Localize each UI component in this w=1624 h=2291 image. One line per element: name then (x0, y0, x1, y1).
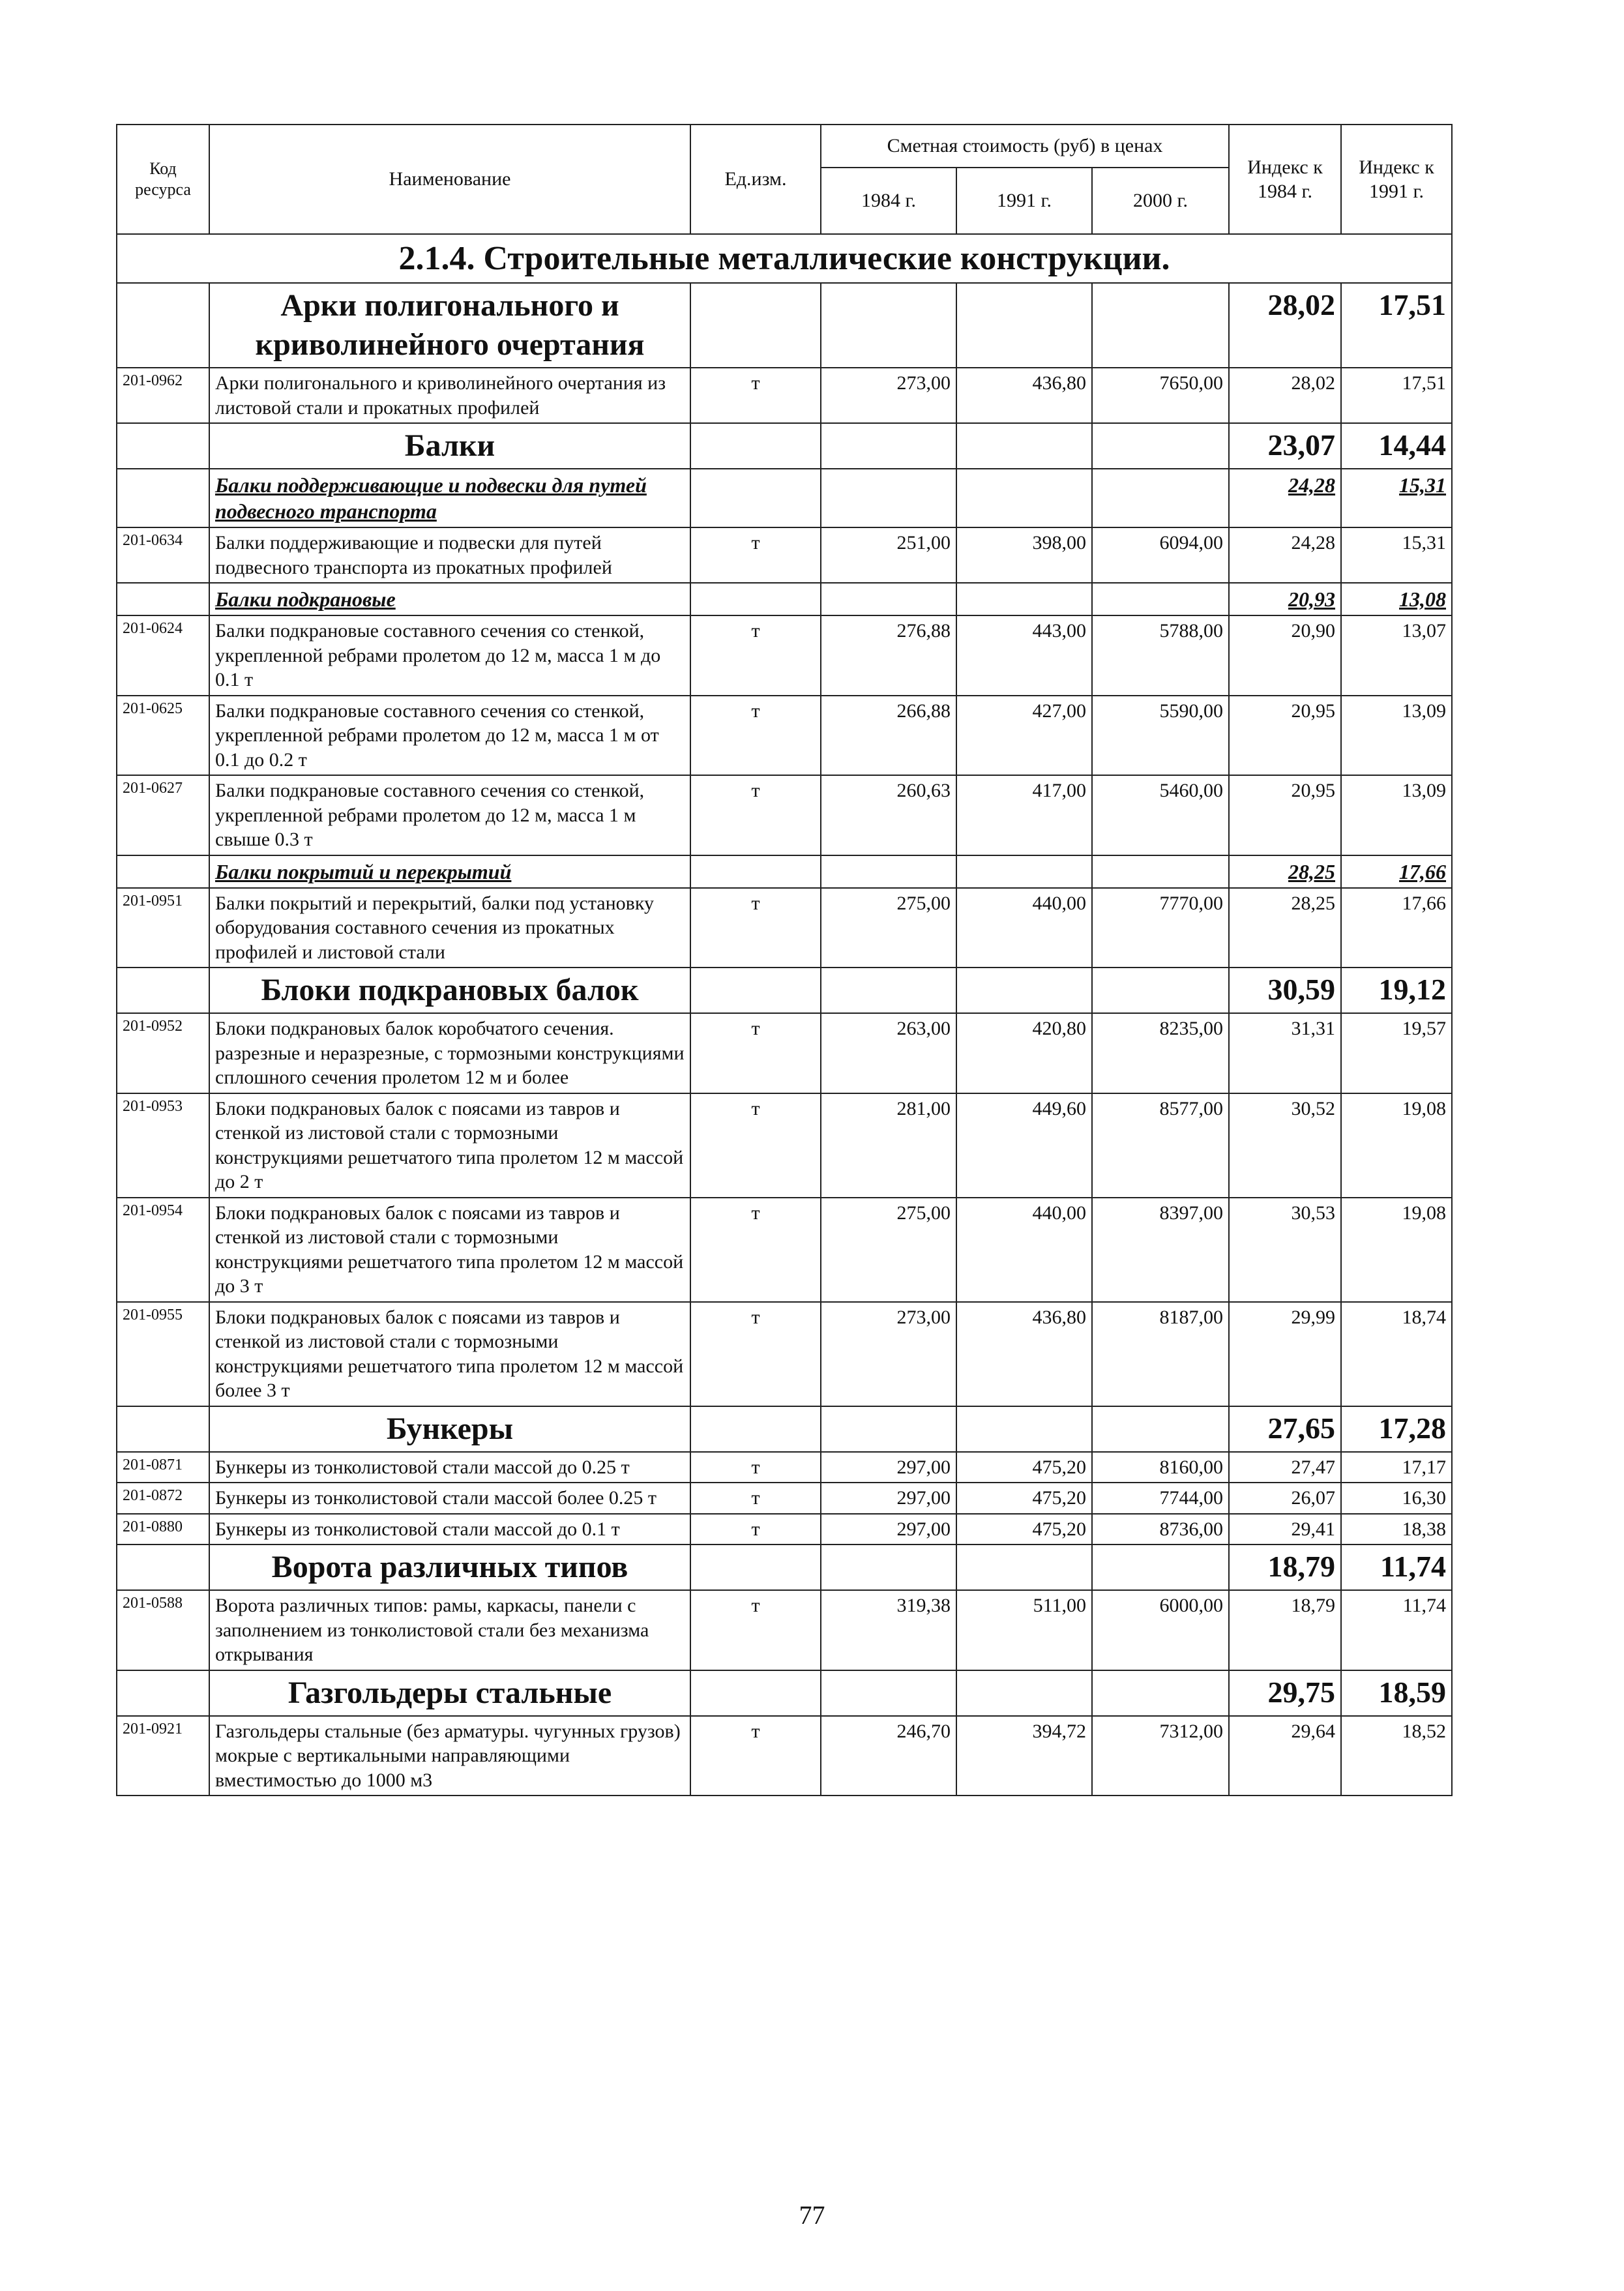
table-row (117, 1716, 1452, 1796)
group-empty (821, 283, 956, 368)
index-1991: 18,74 (1341, 1302, 1452, 1406)
price-1984: 273,00 (821, 1302, 956, 1406)
group-empty (690, 968, 821, 1013)
item-unit: т (690, 696, 821, 776)
price-1991: 475,20 (956, 1483, 1092, 1514)
group-index-1984: 27,65 (1229, 1406, 1341, 1452)
price-1991: 475,20 (956, 1452, 1092, 1483)
price-1984: 246,70 (821, 1716, 956, 1796)
group-name: Газгольдеры стальные (209, 1670, 690, 1716)
price-1991: 449,60 (956, 1093, 1092, 1198)
resource-code: 201-0627 (117, 775, 209, 855)
subgroup-index-1984: 20,93 (1229, 583, 1341, 615)
group-header-row (117, 423, 1452, 469)
table-row (117, 1483, 1452, 1514)
index-1991: 15,31 (1341, 527, 1452, 583)
price-2000: 6094,00 (1092, 527, 1229, 583)
item-name: Бункеры из тонколистовой стали массой более 0.25 т (209, 1483, 690, 1514)
group-index-1984: 28,02 (1229, 283, 1341, 368)
group-header-row (117, 283, 1452, 368)
price-2000: 8235,00 (1092, 1013, 1229, 1093)
subgroup-index-1984: 24,28 (1229, 469, 1341, 527)
group-empty (690, 1406, 821, 1452)
section-title: 2.1.4. Строительные металлические конструкции. (117, 234, 1452, 283)
group-code-empty (117, 1670, 209, 1716)
group-empty (821, 423, 956, 469)
group-index-1991: 17,51 (1341, 283, 1452, 368)
group-empty (821, 1670, 956, 1716)
price-1984: 276,88 (821, 615, 956, 696)
price-1991: 475,20 (956, 1514, 1092, 1545)
subgroup-code-empty (117, 583, 209, 615)
section-title-row (117, 234, 1452, 283)
price-1984: 266,88 (821, 696, 956, 776)
index-1991: 16,30 (1341, 1483, 1452, 1514)
price-1984: 281,00 (821, 1093, 956, 1198)
resource-code: 201-0953 (117, 1093, 209, 1198)
subgroup-header-row (117, 583, 1452, 615)
index-1991: 19,08 (1341, 1093, 1452, 1198)
price-2000: 5590,00 (1092, 696, 1229, 776)
group-index-1991: 11,74 (1341, 1545, 1452, 1590)
index-1991: 17,17 (1341, 1452, 1452, 1483)
price-1991: 436,80 (956, 1302, 1092, 1406)
subgroup-name: Балки поддерживающие и подвески для путей подвесного транспорта (209, 469, 690, 527)
price-2000: 5788,00 (1092, 615, 1229, 696)
table-row (117, 775, 1452, 855)
group-index-1984: 18,79 (1229, 1545, 1341, 1590)
price-1984: 263,00 (821, 1013, 956, 1093)
index-1984: 28,02 (1229, 368, 1341, 423)
group-index-1991: 18,59 (1341, 1670, 1452, 1716)
price-1991: 427,00 (956, 696, 1092, 776)
header-year-2000: 2000 г. (1092, 168, 1229, 234)
table-row (117, 888, 1452, 968)
index-1991: 18,38 (1341, 1514, 1452, 1545)
group-empty (821, 968, 956, 1013)
price-2000: 7744,00 (1092, 1483, 1229, 1514)
subgroup-header-row (117, 469, 1452, 527)
index-1991: 11,74 (1341, 1590, 1452, 1670)
price-1991: 443,00 (956, 615, 1092, 696)
resource-code: 201-0634 (117, 527, 209, 583)
group-name: Балки (209, 423, 690, 469)
price-1984: 260,63 (821, 775, 956, 855)
item-unit: т (690, 1198, 821, 1302)
group-name: Арки полигонального и криволинейного очертания (209, 283, 690, 368)
price-2000: 8160,00 (1092, 1452, 1229, 1483)
subgroup-header-row (117, 855, 1452, 888)
group-empty (956, 968, 1092, 1013)
subgroup-index-1991: 17,66 (1341, 855, 1452, 888)
price-2000: 7650,00 (1092, 368, 1229, 423)
header-year-1991: 1991 г. (956, 168, 1092, 234)
page-number: 77 (799, 2200, 825, 2230)
price-1991: 417,00 (956, 775, 1092, 855)
group-empty (1092, 423, 1229, 469)
item-name: Блоки подкрановых балок с поясами из тавров и стенкой из листовой стали с тормозными конструкциями решетчатого типа пролетом 12 м массой более 3 т (209, 1302, 690, 1406)
index-1984: 31,31 (1229, 1013, 1341, 1093)
resource-code: 201-0880 (117, 1514, 209, 1545)
subgroup-index-1991: 13,08 (1341, 583, 1452, 615)
price-1991: 440,00 (956, 1198, 1092, 1302)
subgroup-empty (821, 469, 956, 527)
index-1984: 18,79 (1229, 1590, 1341, 1670)
subgroup-empty (821, 583, 956, 615)
group-empty (1092, 968, 1229, 1013)
group-empty (956, 283, 1092, 368)
header-unit: Ед.изм. (690, 125, 821, 234)
resource-code: 201-0921 (117, 1716, 209, 1796)
subgroup-empty (956, 583, 1092, 615)
price-1984: 297,00 (821, 1514, 956, 1545)
table-row (117, 1514, 1452, 1545)
subgroup-empty (1092, 469, 1229, 527)
table-row (117, 615, 1452, 696)
item-name: Ворота различных типов: рамы, каркасы, панели с заполнением из тонколистовой стали без механизма открывания (209, 1590, 690, 1670)
resource-code: 201-0588 (117, 1590, 209, 1670)
group-index-1984: 23,07 (1229, 423, 1341, 469)
price-2000: 8736,00 (1092, 1514, 1229, 1545)
group-code-empty (117, 283, 209, 368)
price-table (116, 124, 1453, 1796)
item-name: Блоки подкрановых балок коробчатого сечения. разрезные и неразрезные, с тормозными конструкциями сплошного сечения пролетом 12 м и более (209, 1013, 690, 1093)
index-1991: 13,07 (1341, 615, 1452, 696)
group-code-empty (117, 1545, 209, 1590)
price-1991: 420,80 (956, 1013, 1092, 1093)
table-row (117, 1452, 1452, 1483)
header-index-1991: Индекс к 1991 г. (1341, 125, 1452, 234)
item-name: Бункеры из тонколистовой стали массой до 0.1 т (209, 1514, 690, 1545)
table-row (117, 1013, 1452, 1093)
price-1984: 275,00 (821, 1198, 956, 1302)
header-year-1984: 1984 г. (821, 168, 956, 234)
price-2000: 8397,00 (1092, 1198, 1229, 1302)
item-unit: т (690, 527, 821, 583)
group-empty (690, 423, 821, 469)
resource-code: 201-0871 (117, 1452, 209, 1483)
subgroup-index-1991: 15,31 (1341, 469, 1452, 527)
item-name: Балки подкрановые составного сечения со стенкой, укрепленной ребрами пролетом до 12 м, масса 1 м до 0.1 т (209, 615, 690, 696)
item-name: Блоки подкрановых балок с поясами из тавров и стенкой из листовой стали с тормозными конструкциями решетчатого типа пролетом 12 м массой до 2 т (209, 1093, 690, 1198)
item-unit: т (690, 1302, 821, 1406)
group-empty (821, 1545, 956, 1590)
resource-code: 201-0624 (117, 615, 209, 696)
item-unit: т (690, 1590, 821, 1670)
group-index-1991: 17,28 (1341, 1406, 1452, 1452)
group-empty (956, 1545, 1092, 1590)
resource-code: 201-0625 (117, 696, 209, 776)
item-unit: т (690, 1716, 821, 1796)
subgroup-name: Балки покрытий и перекрытий (209, 855, 690, 888)
group-name: Блоки подкрановых балок (209, 968, 690, 1013)
group-empty (690, 1670, 821, 1716)
index-1991: 13,09 (1341, 696, 1452, 776)
header-cost-group: Сметная стоимость (руб) в ценах (821, 125, 1229, 168)
item-name: Арки полигонального и криволинейного очертания из листовой стали и прокатных профилей (209, 368, 690, 423)
group-index-1984: 29,75 (1229, 1670, 1341, 1716)
index-1984: 30,53 (1229, 1198, 1341, 1302)
index-1984: 20,95 (1229, 775, 1341, 855)
item-unit: т (690, 1013, 821, 1093)
resource-code: 201-0954 (117, 1198, 209, 1302)
item-unit: т (690, 1514, 821, 1545)
price-1984: 273,00 (821, 368, 956, 423)
index-1984: 27,47 (1229, 1452, 1341, 1483)
item-name: Балки подкрановые составного сечения со стенкой, укрепленной ребрами пролетом до 12 м, масса 1 м от 0.1 до 0.2 т (209, 696, 690, 776)
item-unit: т (690, 888, 821, 968)
price-1991: 394,72 (956, 1716, 1092, 1796)
item-name: Блоки подкрановых балок с поясами из тавров и стенкой из листовой стали с тормозными конструкциями решетчатого типа пролетом 12 м массой до 3 т (209, 1198, 690, 1302)
group-code-empty (117, 423, 209, 469)
table-row (117, 1093, 1452, 1198)
subgroup-empty (821, 855, 956, 888)
price-2000: 8187,00 (1092, 1302, 1229, 1406)
subgroup-code-empty (117, 855, 209, 888)
index-1984: 30,52 (1229, 1093, 1341, 1198)
item-name: Балки поддерживающие и подвески для путей подвесного транспорта из прокатных профилей (209, 527, 690, 583)
resource-code: 201-0962 (117, 368, 209, 423)
item-unit: т (690, 1093, 821, 1198)
group-empty (1092, 1670, 1229, 1716)
resource-code: 201-0872 (117, 1483, 209, 1514)
price-1984: 319,38 (821, 1590, 956, 1670)
header-index-1984: Индекс к 1984 г. (1229, 125, 1341, 234)
group-empty (1092, 1545, 1229, 1590)
price-1984: 297,00 (821, 1452, 956, 1483)
table-row (117, 527, 1452, 583)
price-1991: 440,00 (956, 888, 1092, 968)
price-1984: 297,00 (821, 1483, 956, 1514)
price-1991: 511,00 (956, 1590, 1092, 1670)
table-row (117, 1302, 1452, 1406)
group-header-row (117, 1545, 1452, 1590)
index-1984: 24,28 (1229, 527, 1341, 583)
index-1991: 17,51 (1341, 368, 1452, 423)
subgroup-empty (1092, 855, 1229, 888)
index-1984: 26,07 (1229, 1483, 1341, 1514)
index-1984: 20,90 (1229, 615, 1341, 696)
price-2000: 8577,00 (1092, 1093, 1229, 1198)
index-1984: 29,41 (1229, 1514, 1341, 1545)
group-empty (1092, 1406, 1229, 1452)
group-name: Ворота различных типов (209, 1545, 690, 1590)
table-row (117, 1590, 1452, 1670)
item-name: Газгольдеры стальные (без арматуры. чугунных грузов) мокрые с вертикальными направляющими вместимостью до 1000 м3 (209, 1716, 690, 1796)
subgroup-empty (690, 855, 821, 888)
group-empty (956, 1670, 1092, 1716)
table-body (117, 234, 1452, 1796)
header-name: Наименование (209, 125, 690, 234)
item-unit: т (690, 775, 821, 855)
index-1984: 20,95 (1229, 696, 1341, 776)
group-header-row (117, 1406, 1452, 1452)
price-1984: 275,00 (821, 888, 956, 968)
group-empty (1092, 283, 1229, 368)
subgroup-empty (956, 469, 1092, 527)
index-1984: 29,99 (1229, 1302, 1341, 1406)
item-name: Балки покрытий и перекрытий, балки под установку оборудования составного сечения из прокатных профилей и листовой стали (209, 888, 690, 968)
price-2000: 7312,00 (1092, 1716, 1229, 1796)
price-1984: 251,00 (821, 527, 956, 583)
index-1991: 18,52 (1341, 1716, 1452, 1796)
item-unit: т (690, 615, 821, 696)
group-empty (956, 423, 1092, 469)
price-1991: 436,80 (956, 368, 1092, 423)
price-1991: 398,00 (956, 527, 1092, 583)
group-empty (690, 283, 821, 368)
group-index-1991: 19,12 (1341, 968, 1452, 1013)
subgroup-empty (1092, 583, 1229, 615)
index-1984: 29,64 (1229, 1716, 1341, 1796)
group-empty (956, 1406, 1092, 1452)
item-name: Бункеры из тонколистовой стали массой до 0.25 т (209, 1452, 690, 1483)
item-unit: т (690, 1483, 821, 1514)
subgroup-empty (956, 855, 1092, 888)
item-name: Балки подкрановые составного сечения со стенкой, укрепленной ребрами пролетом до 12 м, масса 1 м свыше 0.3 т (209, 775, 690, 855)
price-2000: 7770,00 (1092, 888, 1229, 968)
group-name: Бункеры (209, 1406, 690, 1452)
group-header-row (117, 1670, 1452, 1716)
subgroup-index-1984: 28,25 (1229, 855, 1341, 888)
subgroup-code-empty (117, 469, 209, 527)
table-row (117, 696, 1452, 776)
price-2000: 5460,00 (1092, 775, 1229, 855)
index-1991: 13,09 (1341, 775, 1452, 855)
group-empty (821, 1406, 956, 1452)
group-code-empty (117, 1406, 209, 1452)
resource-code: 201-0951 (117, 888, 209, 968)
group-header-row (117, 968, 1452, 1013)
subgroup-name: Балки подкрановые (209, 583, 690, 615)
group-index-1991: 14,44 (1341, 423, 1452, 469)
item-unit: т (690, 1452, 821, 1483)
group-code-empty (117, 968, 209, 1013)
header-code: Код ресурса (117, 125, 209, 234)
index-1991: 19,08 (1341, 1198, 1452, 1302)
subgroup-empty (690, 583, 821, 615)
price-2000: 6000,00 (1092, 1590, 1229, 1670)
resource-code: 201-0955 (117, 1302, 209, 1406)
group-index-1984: 30,59 (1229, 968, 1341, 1013)
group-empty (690, 1545, 821, 1590)
item-unit: т (690, 368, 821, 423)
subgroup-empty (690, 469, 821, 527)
index-1991: 17,66 (1341, 888, 1452, 968)
index-1984: 28,25 (1229, 888, 1341, 968)
resource-code: 201-0952 (117, 1013, 209, 1093)
index-1991: 19,57 (1341, 1013, 1452, 1093)
table-row (117, 368, 1452, 423)
table-row (117, 1198, 1452, 1302)
